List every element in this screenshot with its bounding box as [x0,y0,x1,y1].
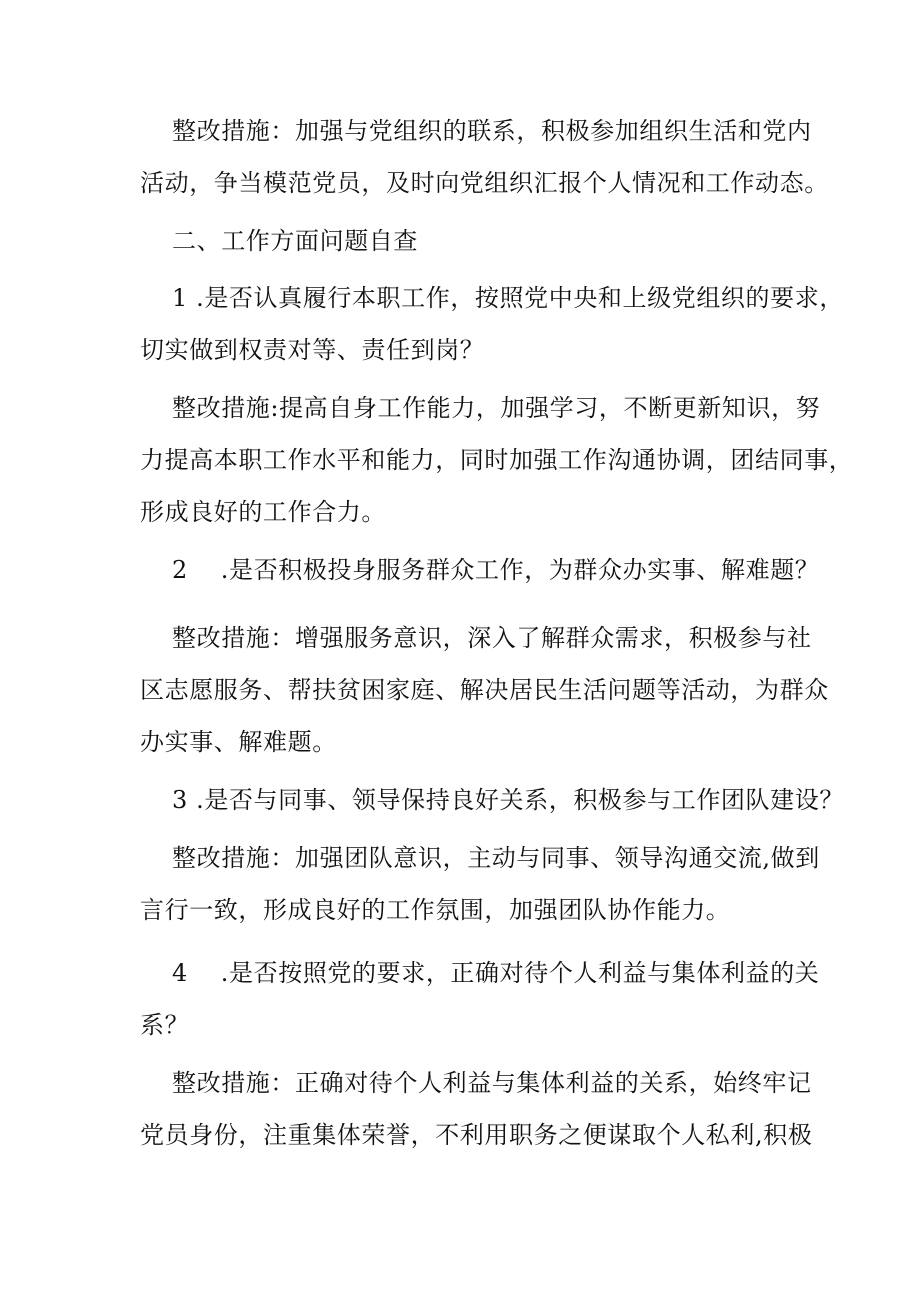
paragraph-measure-line-2: 活动，争当模范党员，及时向党组织汇报个人情况和工作动态。 [140,169,829,197]
item-3-question: 3 .是否与同事、领导保持良好关系，积极参与工作团队建设？ [172,786,844,814]
item-4-question-line-2: 系？ [140,1011,190,1039]
item-1-measure-line-1: 整改措施:提高自身工作能力，加强学习，不断更新知识，努 [172,394,821,422]
item-4-measure-line-2: 党员身份，注重集体荣誉，不利用职务之便谋取个人私利,积极 [140,1121,813,1149]
item-3-measure-line-2: 言行一致，形成良好的工作氛围，加强团队协作能力。 [140,896,731,924]
item-2-question: 2 .是否积极投身服务群众工作，为群众办实事、解难题？ [172,556,820,584]
item-2-measure-line-2: 区志愿服务、帮扶贫困家庭、解决居民生活问题等活动，为群众 [140,676,829,704]
item-1-measure-line-2: 力提高本职工作水平和能力，同时加强工作沟通协调，团结同事， [140,446,854,474]
item-1-question-line-2: 切实做到权责对等、责任到岗？ [140,336,485,364]
item-3-measure-line-1: 整改措施：加强团队意识，主动与同事、领导沟通交流,做到 [172,844,820,872]
paragraph-measure-line-1: 整改措施：加强与党组织的联系，积极参加组织生活和党内 [172,117,812,145]
item-1-question-line-1: 1 .是否认真履行本职工作，按照党中央和上级党组织的要求， [172,284,844,312]
item-2-measure-line-3: 办实事、解难题。 [140,728,337,756]
item-4-measure-line-1: 整改措施：正确对待个人利益与集体利益的关系，始终牢记 [172,1069,812,1097]
item-4-question-line-1: 4 .是否按照党的要求，正确对待个人利益与集体利益的关 [172,959,820,987]
item-2-measure-line-1: 整改措施：增强服务意识，深入了解群众需求，积极参与社 [172,624,812,652]
section-heading-work: 二、工作方面问题自查 [172,227,418,255]
item-1-measure-line-3: 形成良好的工作合力。 [140,498,386,526]
